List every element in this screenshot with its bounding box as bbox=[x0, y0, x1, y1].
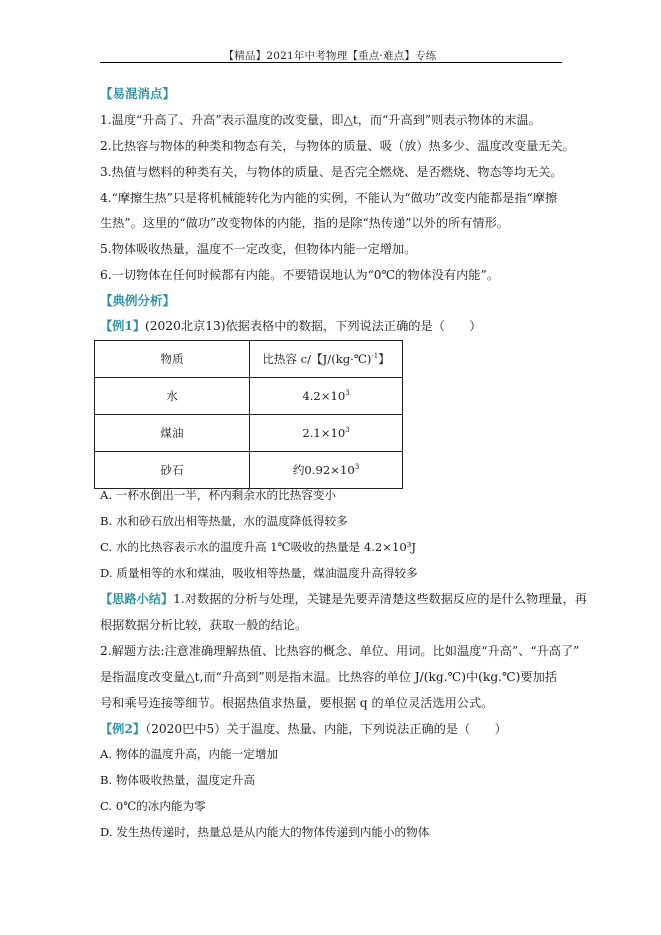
table-cell-substance: 水 bbox=[95, 378, 250, 415]
example2-stem: （2020巴中5）关于温度、热量、内能，下列说法正确的是（ ） bbox=[145, 722, 507, 736]
example1-label: 【例1】 bbox=[100, 319, 146, 333]
example1-option-b: B. 水和砂石放出相等热量，水的温度降低得较多 bbox=[100, 514, 348, 528]
page-header: 【精品】2021年中考物理【重点·难点】专练 bbox=[223, 50, 437, 62]
example1-option-d: D. 质量相等的水和煤油，吸收相等热量，煤油温度升高得较多 bbox=[100, 566, 418, 580]
table-cell-value: $4.2\times 10^3$ bbox=[250, 378, 403, 415]
table-header-specific-heat: 比热容 c/【J/(kg·℃)$^{-1}$】 bbox=[250, 341, 403, 378]
table-header-substance: 物质 bbox=[95, 341, 250, 378]
point-1: 1.温度“升高了、升高”表示温度的改变量，即△t，而“升高到”则表示物体的末温。 bbox=[100, 113, 541, 127]
specific-heat-table bbox=[94, 340, 403, 489]
table-row bbox=[95, 415, 403, 452]
example1-option-c: C. 水的比热容表示水的温度升高 1℃吸收的热量是 4.2×10³J bbox=[100, 540, 417, 554]
header-rule bbox=[100, 62, 562, 63]
table-cell-substance: 砂石 bbox=[95, 452, 250, 489]
point-6: 6.一切物体在任何时候都有内能。不要错误地认为“0℃的物体没有内能”。 bbox=[100, 268, 499, 282]
thinking-line-5: 号和乘号连接等细节。根据热值求热量，要根据 q 的单位灵活选用公式。 bbox=[100, 696, 494, 710]
table-row bbox=[95, 452, 403, 489]
thinking-line-4: 是指温度改变量△t,而“升高到”则是指末温。比热容的单位 J/(kg.℃)中(kg.℃)要加括 bbox=[100, 670, 557, 684]
table-header-row bbox=[95, 341, 403, 378]
point-4-line2: 生热”。这里的“做功”改变物体的内能，指的是除“热传递”以外的所有情形。 bbox=[100, 216, 509, 230]
point-3: 3.热值与燃料的种类有关，与物体的质量、是否完全燃烧、是否燃烧、物态等均无关。 bbox=[100, 165, 563, 179]
point-2: 2.比热容与物体的种类和物态有关，与物体的质量、吸（放）热多少、温度改变量无关。 bbox=[100, 139, 575, 153]
section-easy-confuse: 【易混消点】 bbox=[100, 86, 176, 101]
table-cell-substance: 煤油 bbox=[95, 415, 250, 452]
example2-option-d: D. 发生热传递时，热量总是从内能大的物体传递到内能小的物体 bbox=[100, 825, 430, 839]
point-4-line1: 4.“摩擦生热”只是将机械能转化为内能的实例，不能认为“做功”改变内能都是指“摩擦 bbox=[100, 191, 558, 205]
example2-option-c: C. 0℃的冰内能为零 bbox=[100, 799, 206, 813]
example1-question bbox=[100, 318, 481, 334]
example2-option-a: A. 物体的温度升高，内能一定增加 bbox=[100, 747, 279, 761]
thinking-line-1: 【思路小结】1.对数据的分析与处理，关键是先要弄清楚这些数据反应的是什么物理量，再 bbox=[100, 592, 587, 606]
thinking-line-3: 2.解题方法:注意准确理解热值、比热容的概念、单位、用词。比如温度“升高”、“升高了” bbox=[100, 644, 580, 658]
table-row bbox=[95, 378, 403, 415]
example1-stem: (2020北京13)依据表格中的数据，下列说法正确的是（ ） bbox=[145, 319, 482, 333]
table-cell-value: $2.1\times 10^3$ bbox=[250, 415, 403, 452]
example1-option-a: A. 一杯水倒出一半，杯内剩余水的比热容变小 bbox=[100, 488, 337, 502]
example2-question bbox=[100, 721, 507, 737]
section-thinking: 【思路小结】 bbox=[100, 592, 174, 606]
section-typical: 【典例分析】 bbox=[100, 293, 176, 308]
point-5: 5.物体吸收热量，温度不一定改变，但物体内能一定增加。 bbox=[100, 242, 417, 256]
example2-option-b: B. 物体吸收热量，温度定升高 bbox=[100, 773, 256, 787]
thinking-line-2: 根据数据分析比较，获取一般的结论。 bbox=[100, 618, 308, 632]
table-cell-value: 约$0.92\times 10^3$ bbox=[250, 452, 403, 489]
example2-label: 【例2】 bbox=[100, 722, 146, 736]
